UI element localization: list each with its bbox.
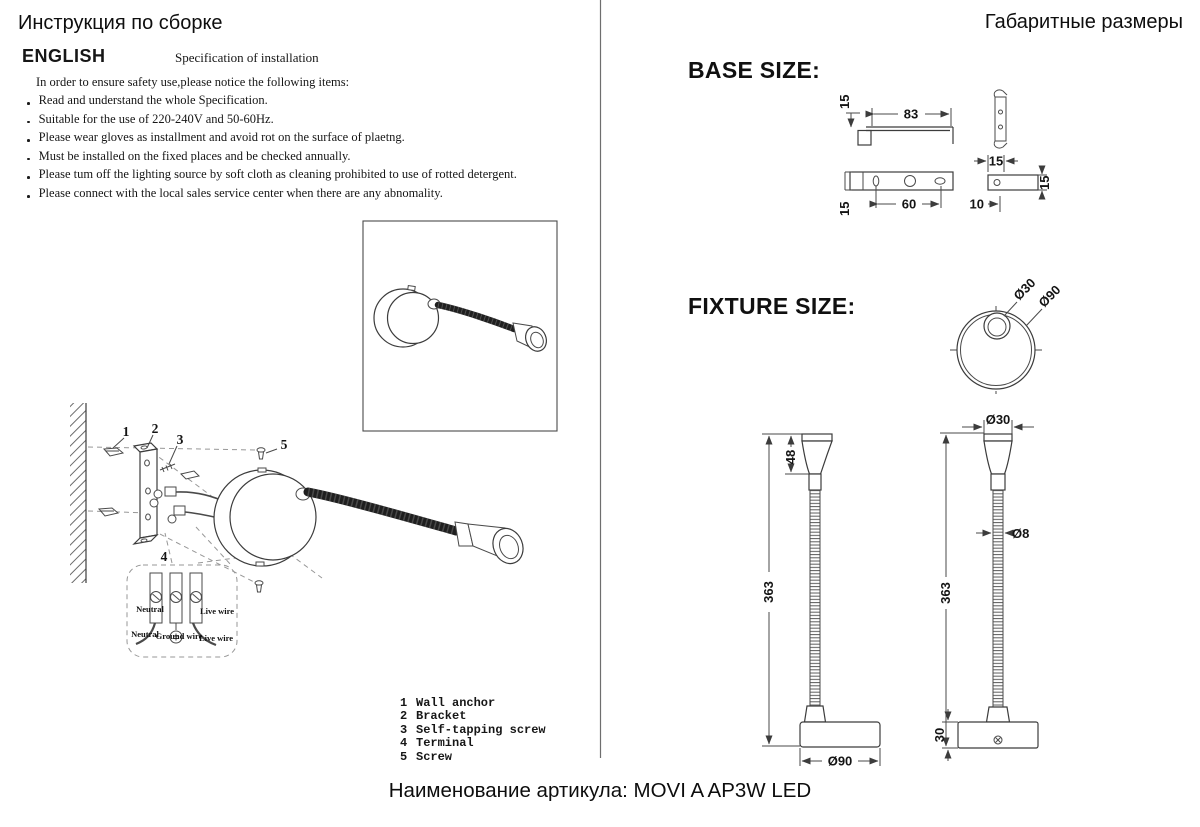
spec-item: Must be installed on the fixed places and be checked annually. [27,149,517,168]
base-size-heading: BASE SIZE: [688,57,821,83]
parts-list-item: 4 Terminal [400,736,474,751]
product-image [363,221,557,431]
fixture-top-view [950,275,1064,394]
dim-base-side-height: 15 [837,94,852,109]
label-live-top: Live wire [199,606,235,616]
spec-intro: In order to ensure safety use,please notice the following items: [36,75,350,89]
dim-top-big-dia: Ø90 [1035,282,1064,311]
bracket-side-profile [837,95,953,145]
spec-item: Read and understand the whole Specification. [27,93,517,112]
spec-item: Please tum off the lighting source by soft cloth as cleaning prohibited to use of rotted detergent. [27,167,517,186]
label-neutral-top: Neutral [136,604,164,614]
dim-side-total: 363 [938,582,953,604]
parts-list-item: 1 Wall anchor [400,696,496,710]
assembly-diagram [70,403,528,657]
spec-item: Please connect with the local sales service center when there are any abnomality. [27,186,517,205]
dim-base-front-height: 15 [837,201,852,216]
wall-anchor [99,448,123,516]
dim-front-total: 363 [761,581,776,603]
article-name: Наименование артикула: MOVI A AP3W LED [388,779,812,802]
fixture-front-view [761,434,880,769]
spec-item: Please wear gloves as installment and avoid rot on the surface of plaetng. [27,130,517,149]
callout-2: 2 [151,421,159,436]
self-tapping-screw [160,464,199,479]
callout-5: 5 [280,437,288,452]
lamp-body [214,468,528,568]
fixture-side-view [932,412,1038,761]
dim-head-len: 48 [783,449,798,465]
dim-plate-height: 15 [1037,175,1052,190]
label-live-bottom: Live wire [198,633,234,643]
label-neutral-bottom: Neutral [131,629,159,639]
dim-front-base-dia: Ø90 [827,753,853,769]
terminal-detail [127,565,237,657]
bracket-plate-view [970,154,1052,213]
callout-1: 1 [122,424,130,439]
label-ground-bottom: Ground wire [155,631,203,641]
callout-3: 3 [176,432,184,447]
dim-plate-width: 15 [988,153,1004,169]
bracket-front-view [837,172,953,216]
page-title: Инструкция по сборке [18,12,223,34]
dim-hole-offset: 10 [969,196,984,212]
parts-list-item: 5 Screw [400,749,453,764]
dim-side-base-height: 30 [932,727,947,743]
callout-4: 4 [160,549,168,564]
parts-list-item: 3 Self-tapping screw [400,722,546,737]
bracket-end-view [994,90,1007,148]
dim-side-head-dia: Ø30 [985,412,1011,427]
wall-hatch [70,403,86,583]
dim-top-small-dia: Ø30 [1010,275,1039,304]
dim-stem-dia: Ø8 [1012,526,1030,541]
base-size-drawing [837,90,1052,216]
dim-base-hole-spacing: 60 [901,196,917,212]
dimensions-title: Габаритные размеры [984,11,1183,33]
spec-heading: Specification of installation [175,50,319,65]
fixture-size-heading: FIXTURE SIZE: [688,293,856,319]
dim-base-side-length: 83 [903,106,919,122]
parts-list-item: 2 Bracket [400,709,467,724]
language-label: ENGLISH [22,46,106,66]
spec-item: Suitable for the use of 220-240V and 50-60Hz. [27,112,517,131]
